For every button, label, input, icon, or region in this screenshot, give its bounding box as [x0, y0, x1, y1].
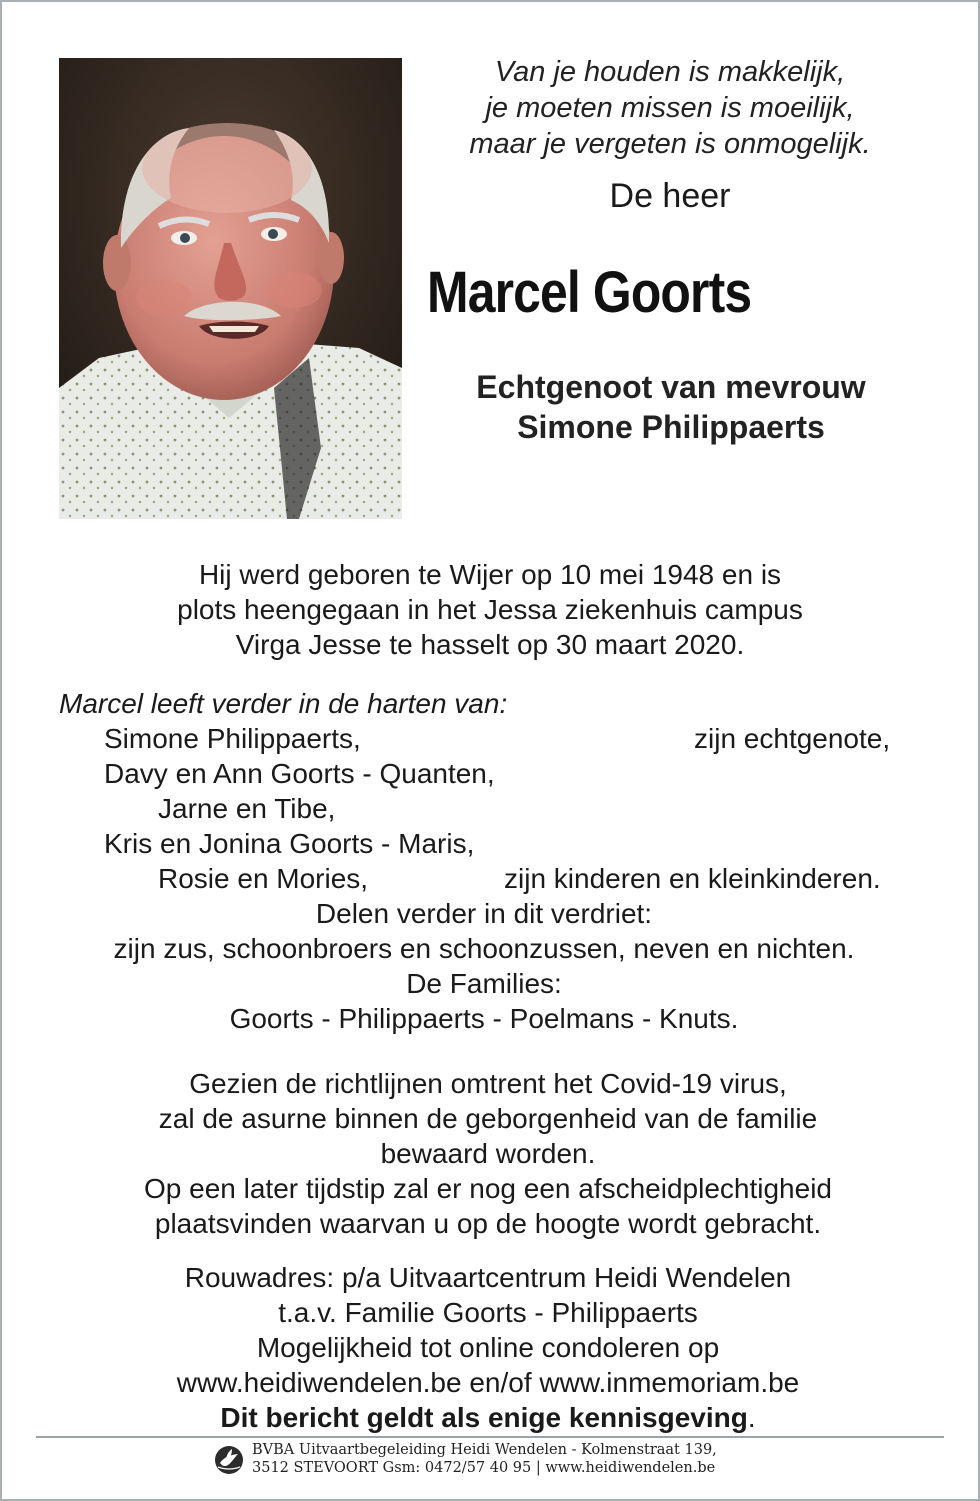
- dove-logo-icon: [214, 1445, 244, 1475]
- address-line: Mogelijkheid tot online condoleren op: [256, 1332, 720, 1363]
- families-label: De Families:: [406, 968, 562, 999]
- children-role: zijn kinderen en kleinkinderen.: [504, 863, 881, 894]
- address-line: t.a.v. Familie Goorts - Philippaerts: [278, 1297, 698, 1328]
- covid-line: zal de asurne binnen de geborgenheid van de familie: [158, 1103, 818, 1134]
- address-line: Rouwadres: p/a Uitvaartcentrum Heidi Wendelen: [184, 1262, 792, 1293]
- poem-line: maar je vergeten is onmogelijk.: [469, 128, 871, 160]
- child-family: Kris en Jonina Goorts - Maris,: [104, 828, 475, 859]
- honorific: De heer: [609, 177, 731, 215]
- poem-line: Van je houden is makkelijk,: [494, 56, 846, 88]
- birth-line: Hij werd geboren te Wijer op 10 mei 1948 en is: [198, 559, 782, 590]
- deceased-name: Marcel Goorts: [427, 260, 752, 325]
- spouse-info: [420, 367, 922, 447]
- covid-line: bewaard worden.: [380, 1138, 596, 1169]
- websites-line: www.heidiwendelen.be en/of www.inmemoriam.be: [176, 1367, 800, 1398]
- poem-line: je moeten missen is moeilijk,: [485, 92, 855, 124]
- wife-name: Simone Philippaerts,: [104, 723, 361, 754]
- families-list: Goorts - Philippaerts - Poelmans - Knuts.: [229, 1003, 739, 1034]
- grandchildren: Rosie en Mories,: [158, 863, 369, 894]
- notice-text: Dit bericht geldt als enige kennisgeving: [220, 1402, 748, 1433]
- mourning-address: [60, 1260, 916, 1400]
- covid-line: Op een later tijdstip zal er nog een afscheidplechtigheid: [144, 1173, 832, 1204]
- wife-role: zijn echtgenote,: [694, 723, 891, 754]
- footer-line: 3512 STEVOORT Gsm: 0472/57 40 95 | www.heidiwendelen.be: [252, 1460, 716, 1476]
- share-intro: Delen verder in dit verdriet:: [315, 898, 653, 929]
- birth-line: plots heengegaan in het Jessa ziekenhuis campus: [177, 594, 803, 625]
- footer-divider: [36, 1436, 944, 1438]
- birth-death-info: [60, 557, 920, 662]
- spouse-line: Simone Philippaerts: [517, 409, 825, 445]
- memorial-poem: [420, 54, 920, 162]
- child-family: Davy en Ann Goorts - Quanten,: [104, 758, 495, 789]
- grandchildren: Jarne en Tibe,: [158, 793, 336, 824]
- covid-notice: [60, 1066, 916, 1241]
- footer-line: BVBA Uitvaartbegeleiding Heidi Wendelen - Kolmenstraat 139,: [252, 1442, 717, 1458]
- covid-line: Gezien de richtlijnen omtrent het Covid-19 virus,: [189, 1068, 787, 1099]
- covid-line: plaatsvinden waarvan u op de hoogte wordt gebracht.: [154, 1208, 822, 1239]
- notice-period: .: [747, 1402, 756, 1433]
- birth-line: Virga Jesse te hasselt op 30 maart 2020.: [235, 629, 745, 660]
- survivors-intro: Marcel leeft verder in de harten van:: [59, 688, 508, 719]
- portrait-photo: [59, 58, 402, 519]
- survivors-section: [0, 686, 980, 1036]
- spouse-line: Echtgenoot van mevrouw: [476, 369, 866, 405]
- funeral-home-footer: [214, 1441, 774, 1481]
- sole-notice: [60, 1400, 916, 1435]
- relatives: zijn zus, schoonbroers en schoonzussen, neven en nichten.: [113, 933, 855, 964]
